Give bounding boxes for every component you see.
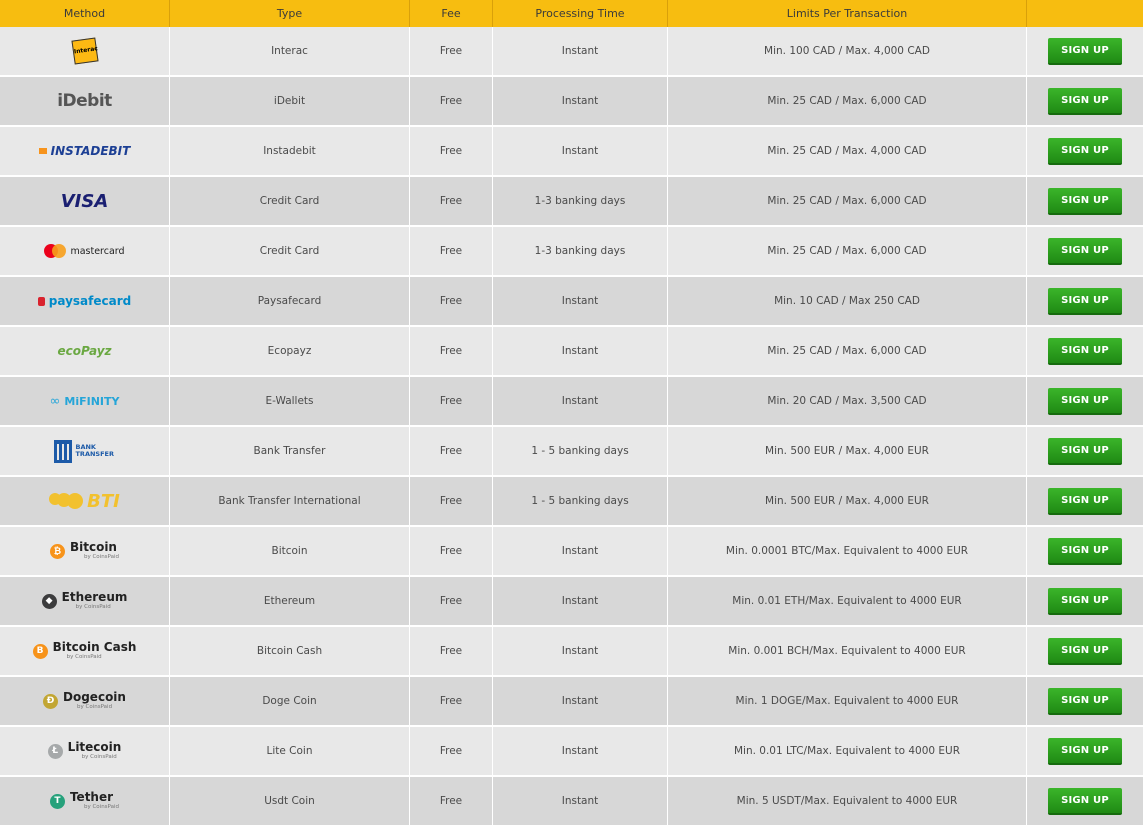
limits-cell: Min. 20 CAD / Max. 3,500 CAD: [668, 377, 1027, 427]
idebit-logo: iDebit: [57, 91, 112, 111]
type-cell: Usdt Coin: [170, 777, 410, 827]
coin-icon: Ł: [48, 744, 63, 759]
method-cell: [0, 527, 170, 577]
sign-up-button[interactable]: SIGN UP: [1048, 688, 1122, 715]
type-cell: Ethereum: [170, 577, 410, 627]
sign-up-button[interactable]: SIGN UP: [1048, 138, 1122, 165]
table-row: [0, 277, 1143, 327]
method-cell: [0, 627, 170, 677]
method-cell: [0, 577, 170, 627]
ecopayz-logo: ecoPayz: [57, 344, 112, 358]
type-cell: Credit Card: [170, 227, 410, 277]
table-row: [0, 677, 1143, 727]
sign-up-button[interactable]: SIGN UP: [1048, 538, 1122, 565]
action-cell: [1027, 627, 1143, 677]
mifinity-logo: ∞ MiFINITY: [49, 393, 120, 409]
processing-time-cell: Instant: [493, 77, 668, 127]
type-cell: Bitcoin: [170, 527, 410, 577]
action-cell: [1027, 277, 1143, 327]
type-cell: Bitcoin Cash: [170, 627, 410, 677]
sign-up-button[interactable]: SIGN UP: [1048, 88, 1122, 115]
action-cell: [1027, 427, 1143, 477]
method-cell: [0, 77, 170, 127]
processing-time-cell: Instant: [493, 777, 668, 827]
action-cell: [1027, 377, 1143, 427]
action-cell: [1027, 777, 1143, 827]
paysafecard-logo: paysafecard: [38, 286, 131, 316]
sign-up-button[interactable]: SIGN UP: [1048, 288, 1122, 315]
action-cell: [1027, 27, 1143, 77]
processing-time-cell: Instant: [493, 277, 668, 327]
mastercard-logo: mastercard: [44, 236, 124, 266]
tether-logo: T Tether by CoinsPaid: [50, 791, 119, 811]
type-cell: Ecopayz: [170, 327, 410, 377]
sign-up-button[interactable]: SIGN UP: [1048, 788, 1122, 815]
fee-cell: Free: [410, 627, 493, 677]
fee-cell: Free: [410, 777, 493, 827]
litecoin-logo: Ł Litecoin by CoinsPaid: [48, 741, 122, 761]
action-cell: [1027, 527, 1143, 577]
processing-time-cell: Instant: [493, 627, 668, 677]
type-cell: Instadebit: [170, 127, 410, 177]
processing-time-cell: 1 - 5 banking days: [493, 427, 668, 477]
action-cell: [1027, 327, 1143, 377]
sign-up-button[interactable]: SIGN UP: [1048, 188, 1122, 215]
limits-cell: Min. 5 USDT/Max. Equivalent to 4000 EUR: [668, 777, 1027, 827]
fee-cell: Free: [410, 27, 493, 77]
limits-cell: Min. 25 CAD / Max. 6,000 CAD: [668, 177, 1027, 227]
limits-cell: Min. 0.0001 BTC/Max. Equivalent to 4000 EUR: [668, 527, 1027, 577]
coin-icon: ₿: [50, 544, 65, 559]
type-cell: Lite Coin: [170, 727, 410, 777]
limits-cell: Min. 25 CAD / Max. 6,000 CAD: [668, 327, 1027, 377]
table-row: [0, 777, 1143, 827]
type-cell: Bank Transfer International: [170, 477, 410, 527]
sign-up-button[interactable]: SIGN UP: [1048, 38, 1122, 65]
table-row: [0, 327, 1143, 377]
processing-time-cell: Instant: [493, 127, 668, 177]
action-cell: [1027, 577, 1143, 627]
limits-cell: Min. 100 CAD / Max. 4,000 CAD: [668, 27, 1027, 77]
limits-cell: Min. 500 EUR / Max. 4,000 EUR: [668, 427, 1027, 477]
header-action: [1027, 0, 1143, 27]
fee-cell: Free: [410, 227, 493, 277]
type-cell: Doge Coin: [170, 677, 410, 727]
table-row: [0, 77, 1143, 127]
table-header-row: [0, 0, 1143, 27]
sign-up-button[interactable]: SIGN UP: [1048, 588, 1122, 615]
coin-icon: ◆: [42, 594, 57, 609]
processing-time-cell: 1-3 banking days: [493, 177, 668, 227]
method-cell: [0, 377, 170, 427]
limits-cell: Min. 25 CAD / Max. 6,000 CAD: [668, 77, 1027, 127]
method-cell: [0, 477, 170, 527]
processing-time-cell: 1 - 5 banking days: [493, 477, 668, 527]
coin-icon: Ð: [43, 694, 58, 709]
action-cell: [1027, 177, 1143, 227]
type-cell: Bank Transfer: [170, 427, 410, 477]
table-row: [0, 577, 1143, 627]
type-cell: E-Wallets: [170, 377, 410, 427]
fee-cell: Free: [410, 727, 493, 777]
method-cell: [0, 177, 170, 227]
method-cell: [0, 27, 170, 77]
action-cell: [1027, 727, 1143, 777]
table-row: [0, 377, 1143, 427]
coin-icon: B: [33, 644, 48, 659]
type-cell: Interac: [170, 27, 410, 77]
visa-logo: VISA: [60, 190, 109, 212]
sign-up-button[interactable]: SIGN UP: [1048, 238, 1122, 265]
table-row: [0, 177, 1143, 227]
fee-cell: Free: [410, 577, 493, 627]
limits-cell: Min. 500 EUR / Max. 4,000 EUR: [668, 477, 1027, 527]
fee-cell: Free: [410, 477, 493, 527]
fee-cell: Free: [410, 677, 493, 727]
action-cell: [1027, 477, 1143, 527]
processing-time-cell: Instant: [493, 727, 668, 777]
action-cell: [1027, 677, 1143, 727]
table-row: [0, 627, 1143, 677]
limits-cell: Min. 1 DOGE/Max. Equivalent to 4000 EUR: [668, 677, 1027, 727]
bank-transfer-logo: BANK TRANSFER: [54, 436, 116, 466]
bitcoin-cash-logo: B Bitcoin Cash by CoinsPaid: [33, 641, 137, 661]
method-cell: [0, 227, 170, 277]
action-cell: [1027, 227, 1143, 277]
limits-cell: Min. 0.01 ETH/Max. Equivalent to 4000 EUR: [668, 577, 1027, 627]
table-row: [0, 227, 1143, 277]
processing-time-cell: Instant: [493, 27, 668, 77]
header-fee: Fee: [410, 0, 493, 27]
fee-cell: Free: [410, 427, 493, 477]
sign-up-button[interactable]: SIGN UP: [1048, 488, 1122, 515]
header-processing-time: Processing Time: [493, 0, 668, 27]
type-cell: Paysafecard: [170, 277, 410, 327]
method-cell: [0, 127, 170, 177]
table-row: [0, 527, 1143, 577]
sign-up-button[interactable]: SIGN UP: [1048, 338, 1122, 365]
sign-up-button[interactable]: SIGN UP: [1048, 388, 1122, 415]
interac-logo: Interac: [73, 36, 97, 66]
table-row: [0, 427, 1143, 477]
method-cell: [0, 277, 170, 327]
method-cell: [0, 727, 170, 777]
fee-cell: Free: [410, 527, 493, 577]
sign-up-button[interactable]: SIGN UP: [1048, 438, 1122, 465]
table-row: [0, 127, 1143, 177]
fee-cell: Free: [410, 77, 493, 127]
type-cell: Credit Card: [170, 177, 410, 227]
coin-icon: T: [50, 794, 65, 809]
sign-up-button[interactable]: SIGN UP: [1048, 638, 1122, 665]
processing-time-cell: Instant: [493, 527, 668, 577]
processing-time-cell: Instant: [493, 577, 668, 627]
action-cell: [1027, 77, 1143, 127]
limits-cell: Min. 0.001 BCH/Max. Equivalent to 4000 EUR: [668, 627, 1027, 677]
table-row: [0, 27, 1143, 77]
table-row: [0, 477, 1143, 527]
method-cell: [0, 427, 170, 477]
dogecoin-logo: Ð Dogecoin by CoinsPaid: [43, 691, 126, 711]
ethereum-logo: ◆ Ethereum by CoinsPaid: [42, 591, 128, 611]
type-cell: iDebit: [170, 77, 410, 127]
fee-cell: Free: [410, 177, 493, 227]
header-limits: Limits Per Transaction: [668, 0, 1027, 27]
method-cell: [0, 677, 170, 727]
fee-cell: Free: [410, 127, 493, 177]
table-row: [0, 727, 1143, 777]
header-method: Method: [0, 0, 170, 27]
limits-cell: Min. 0.01 LTC/Max. Equivalent to 4000 EUR: [668, 727, 1027, 777]
instadebit-logo: INSTADEBIT: [39, 136, 131, 166]
sign-up-button[interactable]: SIGN UP: [1048, 738, 1122, 765]
bti-logo: BTI: [49, 486, 120, 516]
header-type: Type: [170, 0, 410, 27]
method-cell: [0, 327, 170, 377]
processing-time-cell: Instant: [493, 327, 668, 377]
limits-cell: Min. 25 CAD / Max. 4,000 CAD: [668, 127, 1027, 177]
action-cell: [1027, 127, 1143, 177]
fee-cell: Free: [410, 327, 493, 377]
bitcoin-logo: ₿ Bitcoin by CoinsPaid: [50, 541, 119, 561]
processing-time-cell: Instant: [493, 377, 668, 427]
fee-cell: Free: [410, 277, 493, 327]
processing-time-cell: 1-3 banking days: [493, 227, 668, 277]
limits-cell: Min. 10 CAD / Max 250 CAD: [668, 277, 1027, 327]
method-cell: [0, 777, 170, 827]
fee-cell: Free: [410, 377, 493, 427]
limits-cell: Min. 25 CAD / Max. 6,000 CAD: [668, 227, 1027, 277]
processing-time-cell: Instant: [493, 677, 668, 727]
